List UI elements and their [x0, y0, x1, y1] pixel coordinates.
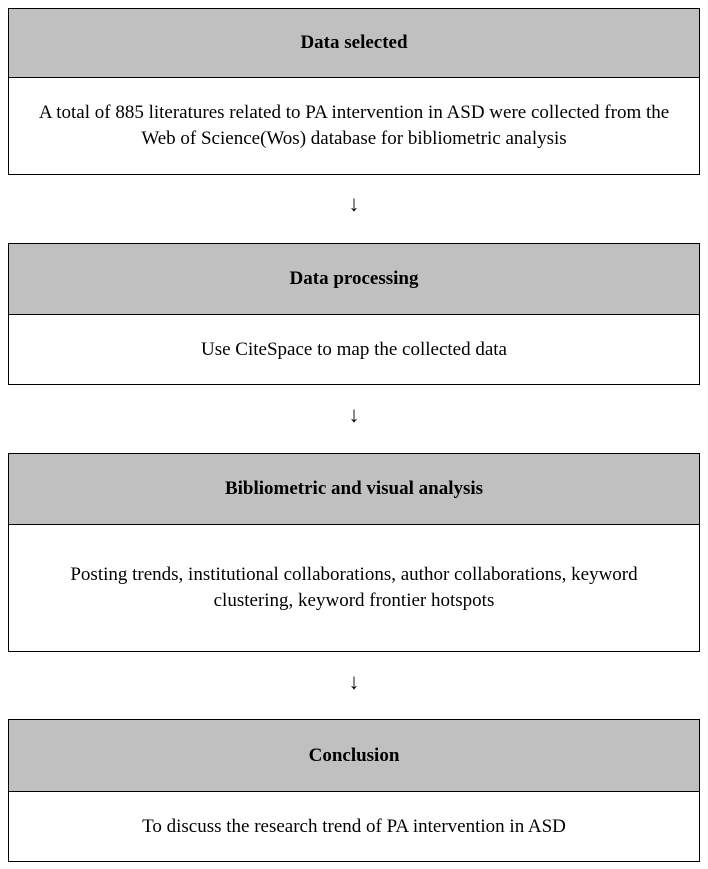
stage-title: Conclusion: [9, 720, 699, 792]
stage-data-selected: [8, 8, 700, 175]
down-arrow-icon: ↓: [348, 191, 360, 216]
stage-description: Posting trends, institutional collaborations, author collaborations, keyword clustering, keyword frontier hotspots: [70, 564, 638, 611]
stage-title: Data processing: [9, 244, 699, 315]
stage-conclusion: [8, 719, 700, 862]
stage-bibliometric-analysis: [8, 453, 700, 652]
stage-title: Data selected: [9, 9, 699, 78]
down-arrow-icon: ↓: [348, 669, 360, 694]
stage-description: A total of 885 literatures related to PA intervention in ASD were collected from the Web of Science(Wos) database for bibliometric analysis: [38, 102, 670, 149]
down-arrow-icon: ↓: [348, 402, 360, 427]
stage-title: Bibliometric and visual analysis: [9, 454, 699, 525]
stage-description: Use CiteSpace to map the collected data: [201, 338, 507, 360]
stage-data-processing: [8, 243, 700, 385]
stage-description: To discuss the research trend of PA intervention in ASD: [142, 815, 566, 837]
